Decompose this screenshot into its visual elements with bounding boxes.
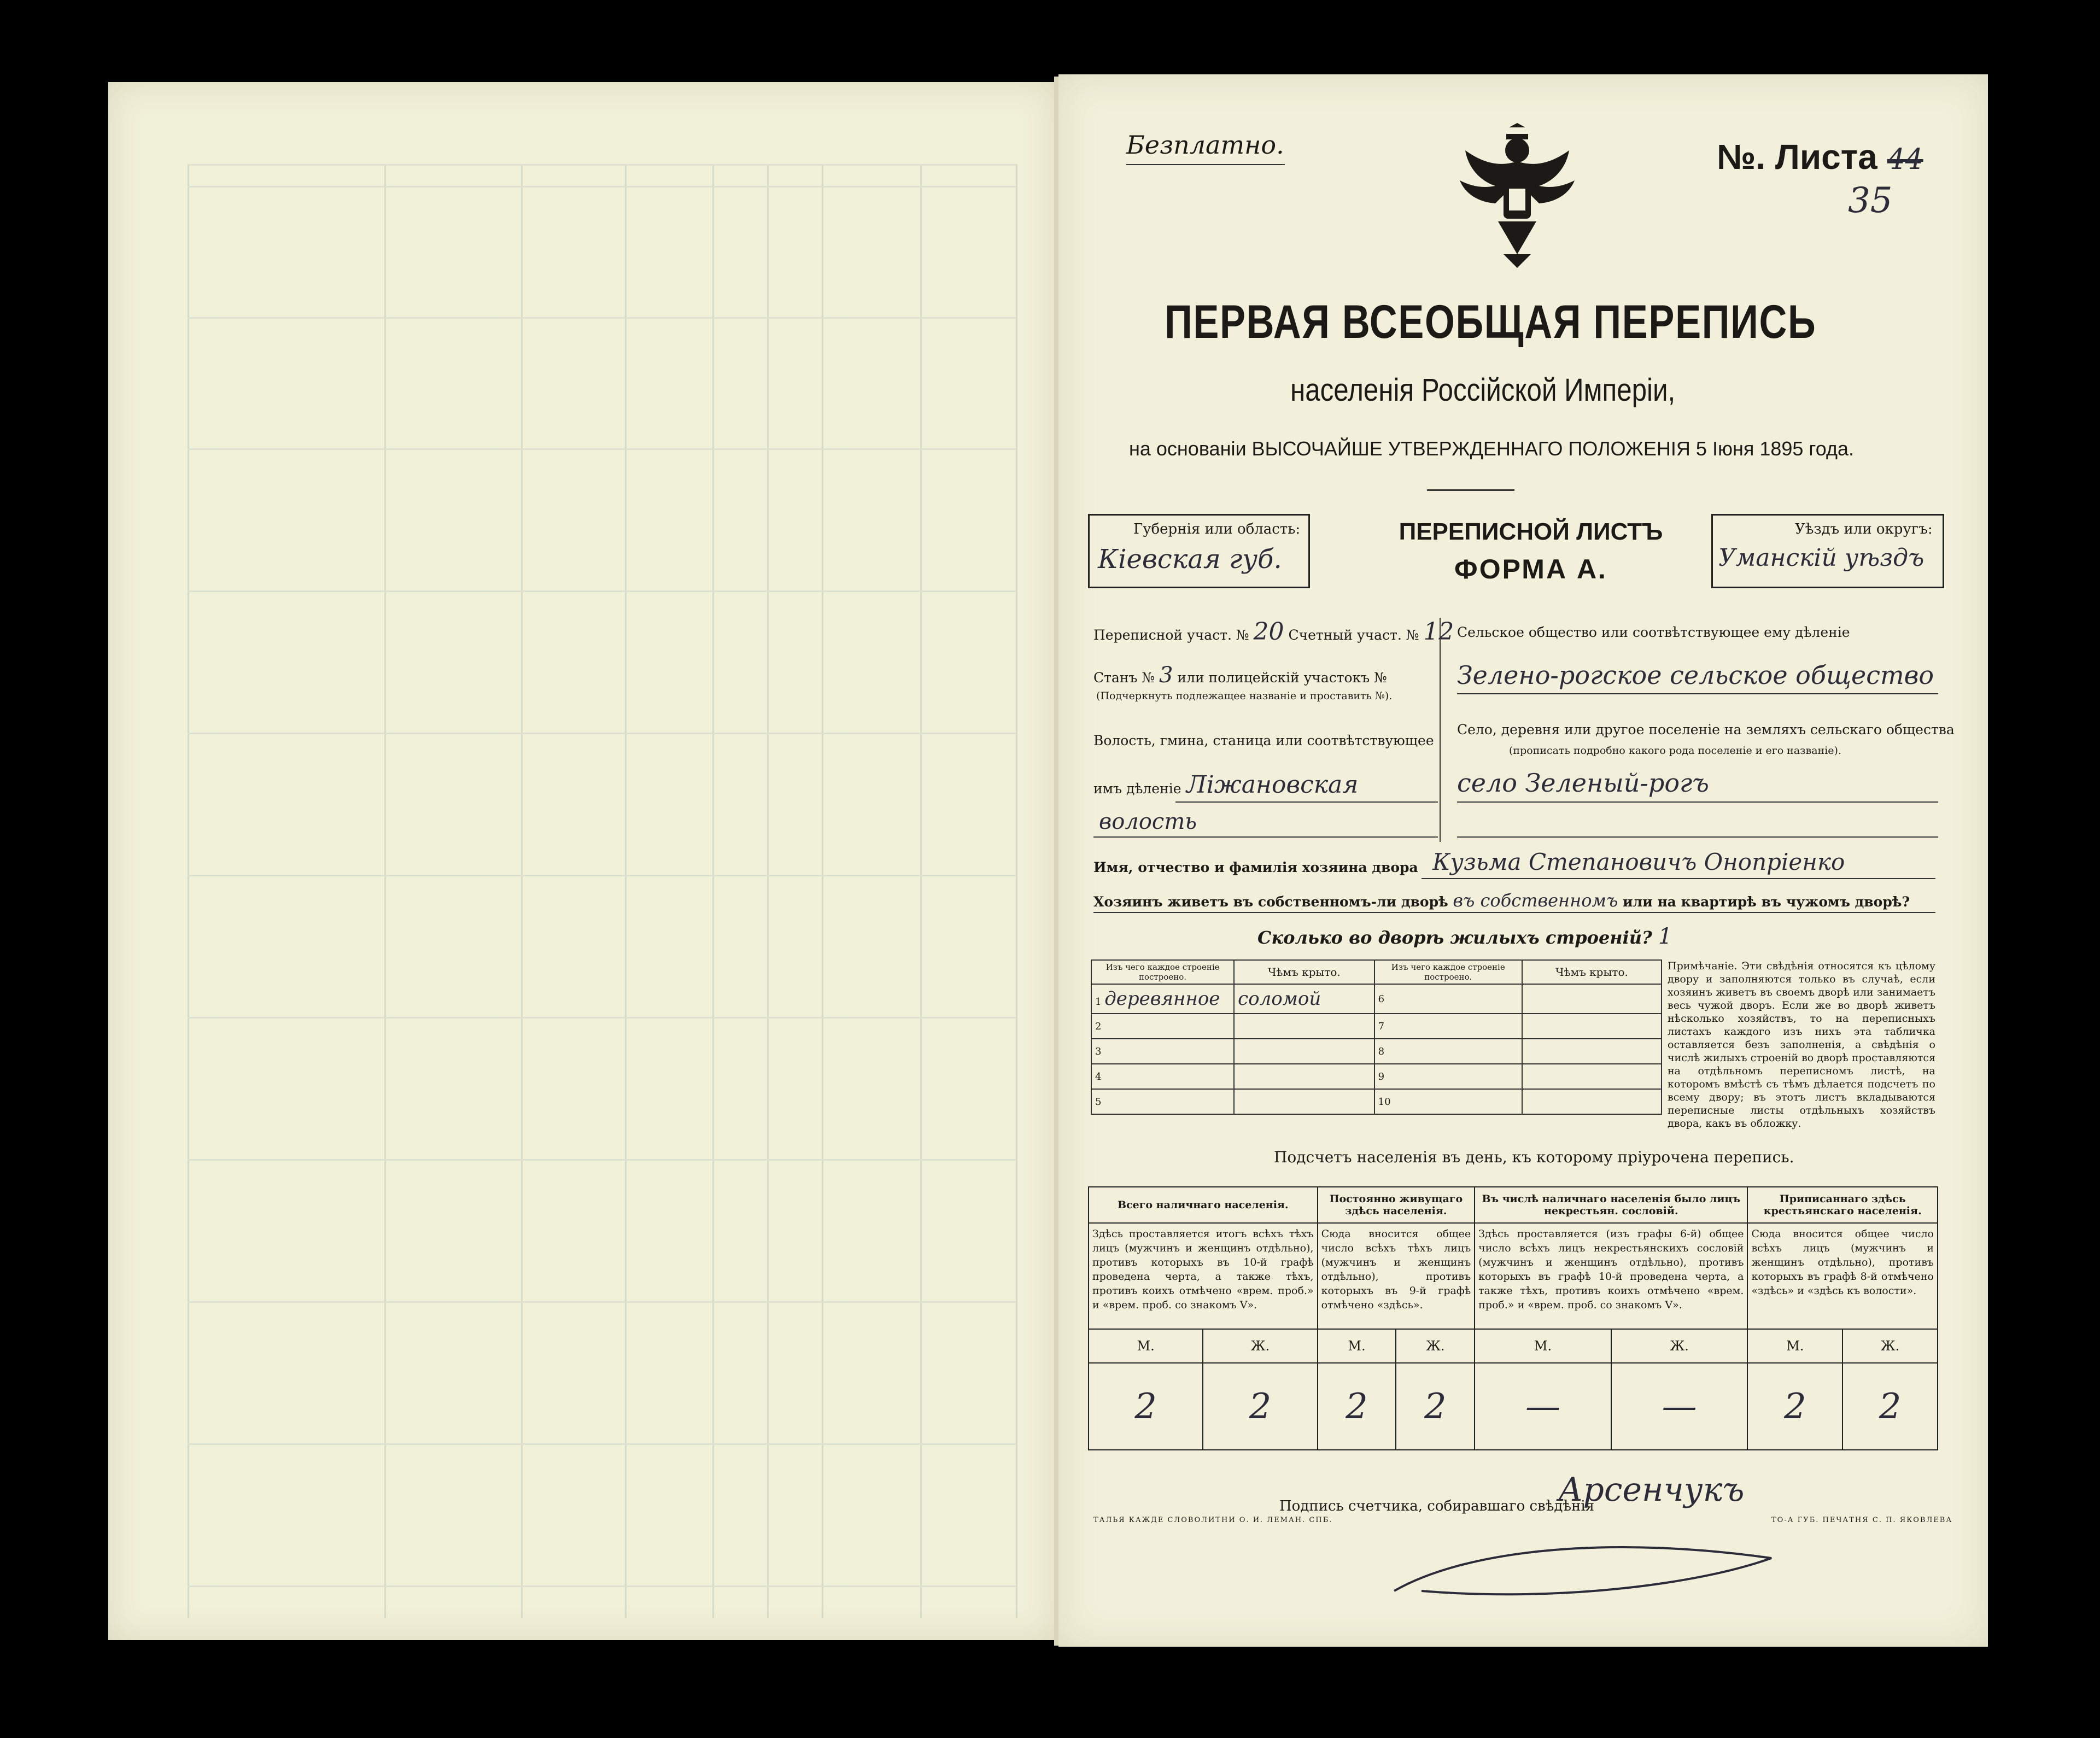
permanent-f: 2 xyxy=(1396,1363,1475,1450)
page-title: ПЕРВАЯ ВСЕОБЩАЯ ПЕРЕПИСЬ xyxy=(1165,296,1817,348)
ghost-grid xyxy=(188,164,1016,1618)
pop-head-total: Всего наличнаго населенія. xyxy=(1089,1187,1318,1223)
total-f: 2 xyxy=(1203,1363,1317,1450)
bld-header-roof-1: Чѣмъ крыто. xyxy=(1234,960,1374,984)
society-value: Зелено-рогское сельское общество xyxy=(1457,660,1934,690)
sheet-label: №. Листа 44 xyxy=(1717,137,1923,177)
volost-label: Волость, гмина, станица или соотвѣтствующее xyxy=(1093,733,1434,748)
noncrest-f: — xyxy=(1611,1363,1748,1450)
village-label: Село, деревня или другое поселеніе на земляхъ сельскаго общества xyxy=(1457,722,1955,738)
table-row: 2 7 xyxy=(1091,1014,1662,1039)
table-row: 3 8 xyxy=(1091,1039,1662,1064)
permanent-m: 2 xyxy=(1318,1363,1396,1450)
sheet-number: 35 xyxy=(1848,180,1893,221)
district-box xyxy=(1711,514,1944,588)
village-value: село Зеленый-рогъ xyxy=(1457,768,1709,798)
province-box xyxy=(1088,514,1310,588)
volost-value-2: волость xyxy=(1099,809,1197,834)
volost-label-2: имъ дѣленіе xyxy=(1093,781,1181,797)
village-underline-2 xyxy=(1457,836,1938,838)
district-label: Уѣздъ или округъ: xyxy=(1795,521,1933,537)
note-text: Примѣчаніе. Эти свѣдѣнія относятся къ цѣлому двору и заполняются только въ случаѣ, если хозяинъ живетъ въ своемъ дворѣ или занимаетъ весь чужой дворъ. Если же во дворѣ живетъ нѣсколько хозяйствъ, то на переписныхъ листахъ каждого изъ нихъ эта табличка оставляется безъ заполненія, а свѣдѣнія о числѣ жилыхъ строеній во дворѣ проставляются на отдѣльномъ переписномъ листѣ, на которомъ вмѣстѣ съ тѣмъ дѣлается подсчетъ по всему двору; въ этотъ листъ вкладываются переписные листы отдѣльныхъ хозяйствъ двора, какъ въ обложку. xyxy=(1668,960,1935,1130)
pop-desc-noncrest: Здѣсь проставляется (изъ графы 6-й) общее число всѣхъ лицъ некрестьянскихъ сословій (мужчинъ и женщинъ отдѣльно), противъ которыхъ въ графѣ 10-й проведена черта, а также тѣхъ, противъ коихъ отмѣчено «врем. проб.» и «врем. проб. со знакомъ V». xyxy=(1475,1223,1747,1329)
left-page xyxy=(108,82,1055,1640)
residence-underline xyxy=(1093,912,1935,913)
signature-value: Арсенчукъ xyxy=(1558,1471,1745,1509)
residence-field: Хозяинъ живетъ въ собственномъ-ли дворѣ въ собственномъ или на квартирѣ въ чужомъ дворѣ? xyxy=(1093,890,1910,911)
province-label: Губернія или область: xyxy=(1133,521,1301,537)
registered-f: 2 xyxy=(1842,1363,1938,1450)
stan-field: Станъ № 3 или полицейскій участокъ № xyxy=(1093,663,1387,688)
population-caption: Подсчетъ населенія въ день, къ которому пріурочена перепись. xyxy=(1274,1148,1794,1166)
form-letter: ФОРМА А. xyxy=(1454,554,1607,584)
pop-head-noncrest: Въ числѣ наличнаго населенія было лицъ некрестьян. сословій. xyxy=(1475,1187,1747,1223)
village-note: (прописать подробно какого рода поселеніе и его названіе). xyxy=(1509,745,1841,757)
signature-label: Подпись счетчика, собиравшаго свѣдѣнія xyxy=(1279,1498,1595,1514)
free-label: Безплатно. xyxy=(1126,130,1284,160)
bld-header-made-1: Изъ чего каждое строеніе построено. xyxy=(1091,960,1234,984)
volost-underline-2 xyxy=(1093,836,1438,838)
bld-header-made-2: Изъ чего каждое строеніе построено. xyxy=(1374,960,1522,984)
noncrest-m: — xyxy=(1475,1363,1611,1450)
printer-left: ТАЛЬЯ КАЖДЕ СЛОВОЛИТНИ О. И. ЛЕМАН. СПБ. xyxy=(1093,1516,1333,1524)
village-underline xyxy=(1457,801,1938,803)
census-section-field: Переписной участ. № 20 Счетный участ. № 12 xyxy=(1093,618,1454,646)
total-m: 2 xyxy=(1089,1363,1203,1450)
volost-value: Ліжановская xyxy=(1186,771,1359,799)
pop-head-permanent: Постоянно живущаго здѣсь населенія. xyxy=(1318,1187,1475,1223)
stan-note: (Подчеркнуть подлежащее названіе и проставить №). xyxy=(1096,690,1393,702)
ornament-divider xyxy=(1427,489,1514,491)
imperial-eagle-icon xyxy=(1449,123,1586,271)
buildings-field: Сколько во дворѣ жилыхъ строеній? 1 xyxy=(1257,924,1672,949)
form-name: ПЕРЕПИСНОЙ ЛИСТЪ xyxy=(1399,518,1663,545)
pop-desc-permanent: Сюда вносится общее число всѣхъ тѣхъ лицъ (мужчинъ и женщинъ отдѣльно), противъ которыхъ въ 9-й графѣ отмѣчено «здѣсь». xyxy=(1318,1223,1475,1329)
legal-basis: на основаніи ВЫСОЧАЙШЕ УТВЕРЖДЕННАГО ПОЛОЖЕНІЯ 5 Іюня 1895 года. xyxy=(1129,437,1855,460)
owner-label: Имя, отчество и фамилія хозяина двора xyxy=(1093,859,1418,875)
province-value: Кіевская губ. xyxy=(1098,544,1282,575)
field-divider xyxy=(1440,618,1441,842)
pop-desc-registered: Сюда вносится общее число всѣхъ лицъ (мужчинъ и женщинъ отдѣльно), противъ которыхъ въ графѣ 8-й отмѣчено «здѣсь» и «здѣсь къ волости». xyxy=(1747,1223,1938,1329)
owner-underline xyxy=(1422,878,1935,879)
printer-right: ТО-А ГУБ. ПЕЧАТНЯ С. П. ЯКОВЛЕВА xyxy=(1771,1516,1953,1524)
pop-desc-total: Здѣсь проставляется итогъ всѣхъ тѣхъ лицъ (мужчинъ и женщинъ отдѣльно), противъ которыхъ въ 10-й графѣ проведена черта, а также тѣхъ, противъ коихъ отмѣчено «врем. проб.» и «врем. проб. со знакомъ V». xyxy=(1089,1223,1318,1329)
owner-value: Кузьма Степановичъ Онопріенко xyxy=(1432,848,1845,875)
pop-head-registered: Приписаннаго здѣсь крестьянскаго населенія. xyxy=(1747,1187,1938,1223)
bld-header-roof-2: Чѣмъ крыто. xyxy=(1522,960,1662,984)
volost-underline xyxy=(1175,801,1438,803)
population-table: Всего наличнаго населенія. Постоянно живущаго здѣсь населенія. Въ числѣ наличнаго населенія было лицъ некрестьян. сословій. Приписаннаго здѣсь крестьянскаго населенія. Здѣсь проставляется итогъ всѣхъ тѣхъ лицъ (мужчинъ и женщинъ отдѣльно), противъ которыхъ въ 10-й графѣ проведена черта, а также тѣхъ, противъ коихъ отмѣчено «врем. проб.» и «врем. проб. со знакомъ V». Сюда вносится общее число всѣхъ тѣхъ лицъ (мужчинъ и женщинъ отдѣльно), противъ которыхъ въ 9-й графѣ отмѣчено «здѣсь». Здѣсь проставляется (изъ графы 6-й) общее число всѣхъ лицъ некрестьянскихъ сословій (мужчинъ и женщинъ отдѣльно), противъ которыхъ въ графѣ 10-й проведена черта, а также тѣхъ, противъ коихъ отмѣчено «врем. проб.» и «врем. проб. со знакомъ V». Сюда вносится общее число всѣхъ лицъ (мужчинъ и женщинъ отдѣльно), противъ которыхъ въ графѣ 8-й отмѣчено «здѣсь» и «здѣсь къ волости». М. Ж. М. Ж. М. Ж. М. Ж. 2 2 2 2 — — 2 2 xyxy=(1088,1186,1938,1450)
table-row xyxy=(1089,1363,1938,1450)
page-subtitle: населенія Россійской Имперіи, xyxy=(1290,372,1676,408)
free-underline xyxy=(1126,164,1285,165)
table-row: 4 9 xyxy=(1091,1064,1662,1089)
district-value: Уманскій уѣздъ xyxy=(1718,544,1924,572)
buildings-table xyxy=(1091,959,1662,1115)
society-underline xyxy=(1457,693,1938,694)
table-row: 1 деревянное соломой 6 xyxy=(1091,984,1662,1014)
sheet-number-struck: 44 xyxy=(1887,143,1923,176)
signature-flourish-icon xyxy=(1389,1525,1782,1607)
society-label: Сельское общество или соотвѣтствующее ему дѣленіе xyxy=(1457,624,1850,640)
registered-m: 2 xyxy=(1747,1363,1842,1450)
table-row: 5 10 xyxy=(1091,1089,1662,1114)
